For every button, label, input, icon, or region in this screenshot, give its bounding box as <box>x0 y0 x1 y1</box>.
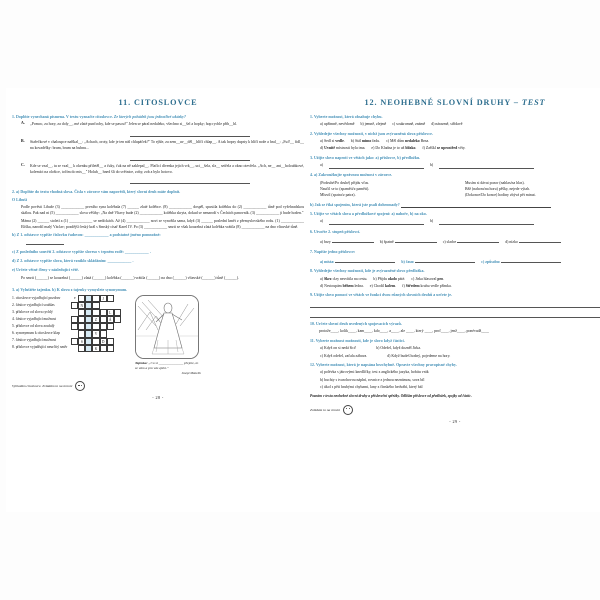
option-item[interactable]: b) jemně, zlejmě <box>360 122 387 127</box>
fill-line[interactable] <box>519 236 561 243</box>
right-exercise-sub-b: b) Jak se říká spojením, která jste psali dohromady? <box>310 202 600 208</box>
crossword-cell[interactable] <box>100 323 107 330</box>
answer-label-b: b) <box>430 163 434 167</box>
crossword-row <box>71 345 128 352</box>
left-ex1-item-b-letter: B. <box>21 138 25 143</box>
left-ex2-subtitle: O Libuši <box>12 197 27 202</box>
crossword-gap <box>114 330 121 337</box>
right-exercise-prompt: 12. Vyberte možnost, která je napsána bezchybně. Opravte všechny pravopisné chyby. <box>310 363 457 368</box>
left-ex1-answer-b[interactable] <box>130 153 250 161</box>
right-page-number: - 29 - <box>449 418 461 424</box>
left-ex1-item-c <box>21 163 304 175</box>
answer-line-b[interactable] <box>439 218 534 225</box>
answer-label-a: a) <box>320 163 323 167</box>
option-item[interactable]: f) Středem kruhu vedle přímka. <box>402 283 452 288</box>
answer-line[interactable] <box>310 300 600 308</box>
crossword-cell[interactable]: S <box>78 338 85 345</box>
fill-option-item[interactable]: a) brzy <box>320 236 374 245</box>
left-ex1-prompt-italic: Ze kterých pohádek jsou jednotlivé ukázky? <box>113 115 186 119</box>
crossword-cell[interactable]: V <box>92 330 99 337</box>
crossword-cell[interactable] <box>100 330 107 337</box>
crossword-cell[interactable] <box>71 316 78 323</box>
option-row <box>320 145 600 151</box>
tajenka-block <box>135 361 201 376</box>
left-ex1-item-a <box>21 121 304 127</box>
fill-line[interactable] <box>395 236 437 243</box>
right-exercise <box>310 338 600 359</box>
fill-option-item[interactable]: c) způsobu: <box>481 256 561 265</box>
crossword-cell[interactable]: Á <box>107 316 114 323</box>
fill-option-row <box>320 236 600 245</box>
right-exercise <box>310 362 600 390</box>
crossword-gap <box>71 345 78 352</box>
left-ex1-item-b <box>21 139 304 151</box>
word-list[interactable]: protože____, kolik____, kam____, kdo____, a____, ale ____, který ____, proč____, jenž____, ponévadž____ <box>319 329 489 334</box>
crossword-cell[interactable] <box>85 345 92 352</box>
option-item[interactable]: c) Když odešel, začala zábava. <box>320 353 368 358</box>
crossword-cell[interactable] <box>71 323 78 330</box>
crossword-cell[interactable] <box>107 323 114 330</box>
right-exercise-prompt: 1. Vyberte možnost, která obsahuje chybu. <box>310 115 383 119</box>
option-item[interactable]: b) Přijdu okolo páté. <box>373 276 406 281</box>
crossword-cell[interactable] <box>78 345 85 352</box>
crossword-cell[interactable] <box>85 330 92 337</box>
crossword-gap: e <box>73 295 76 300</box>
crossword-cell[interactable] <box>85 323 92 330</box>
fill-option-item[interactable]: b) špatně <box>380 236 437 245</box>
option-row <box>320 345 600 351</box>
fill-line[interactable] <box>332 236 374 243</box>
crossword-gap <box>114 295 121 302</box>
crossword-grid[interactable] <box>71 295 128 376</box>
right-exercise <box>310 155 600 169</box>
right-exercise <box>310 249 600 265</box>
crossword-cell[interactable] <box>85 295 92 302</box>
option-item[interactable]: a) Když on si nedá říct! <box>320 346 357 351</box>
right-exercise-prompt: 3. Užijte slovo naproti ve větách jako: a) příslovce, b) předložku. <box>310 155 421 160</box>
right-exercise-prompt: 4. a) Zakroužkujte správnou možnost v závorce. <box>310 173 393 178</box>
choice-item[interactable]: Běž (nahoru/na horu) pěšky, nejede výtah. <box>465 186 530 191</box>
crossword-cell[interactable] <box>85 309 92 316</box>
right-exercise <box>310 292 600 318</box>
choice-item[interactable]: Mluvil (spatra/z patra). <box>320 193 356 198</box>
right-page-title-test: TEST <box>521 98 546 107</box>
left-page-footnote-text: Vyhledám citoslovce. Zvládám to na úrovni <box>12 384 73 389</box>
option-item[interactable]: a) upřímně, nevědomě <box>320 122 355 127</box>
crossword-gap <box>121 323 128 330</box>
right-exercise <box>310 114 600 127</box>
right-page <box>304 88 600 512</box>
crossword-gap <box>100 302 107 309</box>
crossword-cell[interactable] <box>92 302 99 309</box>
option-line[interactable]: b) buchty s tvarohovou náplní, rovnice z jednou neznámou, sova bíl <box>320 377 425 382</box>
crossword-cell[interactable] <box>71 338 78 345</box>
fill-line[interactable] <box>415 256 475 263</box>
crossword-cell[interactable] <box>100 309 107 316</box>
choice-pair-row <box>320 192 600 198</box>
crossword-gap <box>71 330 78 337</box>
left-ex2-sub-d: d) Z 2. odstavce vypište slova, která vzniklo skládáním: ____________ . <box>12 259 134 264</box>
crossword-cell[interactable]: L <box>107 309 114 316</box>
answer-line-a[interactable] <box>329 218 424 225</box>
right-exercise-prompt: 8. Vyhledejte všechny možnosti, kde je zvýrazněné slovo předložka. <box>310 269 425 274</box>
left-ex1-item-b-text: Stařečkové v chaloupce naříkal__: „Achach, oroty, kde je ten náš chlupáček?" To ejhle, za zem__uv__děl__hlíčí chlap__. A tak hopsy dupsty k hlíčí nože a hral__: „Fuf!__ fidl__ na kovadélky: brum, brum na bubnu... <box>30 139 305 151</box>
tajenka-text: „Co si ______________ přejete, to se vám a pro vás zplní." <box>134 360 199 371</box>
smiley-face-icon[interactable] <box>75 381 85 391</box>
left-page-footnote <box>12 381 304 391</box>
left-ex2-sub-e-sentence: Po smrti (______) se kouzelná (______) zlatá (______) kolébka (______) vrátila (______) na dno (______) vltavské (______) tůně (______). <box>21 275 240 280</box>
right-exercise <box>310 172 600 207</box>
left-ex1-item-c-text: Kde se vzal__, tu se vzal__ k okenku přiletěl__ a ťuky, ťuk na ně zaklepal__. Plačící dívenka jejich vrk__, uci__šela, slz__ setřela a okno otevřela. „Ach, ne__ ani__holoubkové, kolemíci na ološtce, točím do mis__" Holub__ hned šli do světnice, zoby, zob a bylo hotovo. <box>30 163 304 174</box>
crossword-clue: 3. příslovce od slova rychlý <box>12 309 53 314</box>
fill-option-item[interactable]: c) sladce <box>443 236 500 245</box>
crossword-gap <box>107 302 114 309</box>
fill-option-item[interactable]: b) času: <box>401 256 475 265</box>
crossword-row <box>71 302 128 309</box>
option-item[interactable]: b) Odešel, když dozněl Jirka. <box>376 346 422 351</box>
option-row <box>320 283 600 289</box>
crossword-cell[interactable] <box>78 323 85 330</box>
left-ex2-paragraph-1: Podle pověsti Libuše (3) ____________ prvního syna kolébala (7) ______ zlaté kolébce. (8) ____________ dospěl, spustila kolébku do (2) ____________ tůně pod vyšehradskou skálou. Pak nad ni (5) ____________ slova věštby: „Na dně Vltavy bude (2) ____________ kolébka skryta, dokud se nenarodí v Čechách panovník. (3) ____________ ji bude hoden." <box>21 204 304 215</box>
crossword-row <box>71 338 128 345</box>
right-exercise <box>310 131 600 152</box>
crossword-cell[interactable] <box>107 338 114 345</box>
crossword-clue: 1. citoslovce vyjadřující pozdrav <box>12 295 61 300</box>
crossword-clue: 4. částice vyjadřující možnost <box>12 316 57 321</box>
fill-option-row <box>320 256 600 265</box>
option-row <box>320 121 600 127</box>
fill-line[interactable] <box>457 236 499 243</box>
right-exercise <box>310 229 600 245</box>
fill-line[interactable] <box>501 256 561 263</box>
left-ex2-sub-b: b) Z 1. odstavce vypište číslovku řadovou: ____________ a podstatné jméno pomnožné: <box>12 232 161 237</box>
option-item[interactable]: a) Sedl si vedle. <box>320 139 345 143</box>
crossword-cell[interactable] <box>85 338 92 345</box>
left-ex1-item-a-text: „Pomoc, za hory, za doly__, mé zlaté punčochy, kde se pasou?" Jelen se páral nedaleko, všechno si__šel a hopky; hop rychle přib__hl. <box>30 122 237 127</box>
option-row <box>320 276 600 282</box>
crossword-cell[interactable] <box>114 309 121 316</box>
crossword-gap <box>114 323 121 330</box>
right-exercise <box>310 211 600 225</box>
right-page-closing: Poznám v textu neohebné slovní druhy a přísloveční spřežky. Odliším příslovce od předložek, spojky od částic. <box>310 394 472 399</box>
choice-item[interactable]: (Dokonce/Do konce) hodiny zbývá pět minut. <box>465 193 536 198</box>
crossword-cell[interactable] <box>78 316 85 323</box>
option-line[interactable]: a) polévka s játrovými knedlíčky, test z anglického jazyka, hobitu vrák <box>320 370 429 375</box>
crossword-clue: 5. příslovce od slova zoufalý <box>12 324 55 329</box>
option-item[interactable]: f) Zašškl se uprostřed věty. <box>422 146 466 151</box>
crossword-cell[interactable] <box>114 316 121 323</box>
crossword-clue: 8. příslovce vyjadřující neurčitý směr <box>12 345 68 350</box>
crossword-gap <box>121 338 128 345</box>
crossword-gap <box>121 316 128 323</box>
left-page-title: 11. CITOSLOVCE <box>118 98 198 107</box>
option-row <box>320 138 600 144</box>
answer-line-a[interactable] <box>329 162 424 169</box>
answer-ab-row <box>320 162 600 169</box>
tajenka-label: Tajenka: <box>134 360 148 365</box>
option-item[interactable]: c) soukromně, známě <box>392 122 426 127</box>
fairytale-illustration <box>135 295 199 359</box>
crossword-cell[interactable] <box>78 330 85 337</box>
crossword-cell[interactable] <box>100 316 107 323</box>
fill-option-item[interactable]: a) místa: <box>320 256 395 265</box>
left-ex1-item-c-letter: C. <box>21 162 25 167</box>
crossword-gap <box>121 309 128 316</box>
choice-item[interactable]: Musím si dávat pozor (nahlas/na hlas). <box>465 180 525 185</box>
crossword-cell[interactable] <box>85 302 92 309</box>
option-row <box>320 353 600 359</box>
crossword-cell[interactable] <box>107 295 114 302</box>
answer-label-b: b) <box>430 219 434 224</box>
fill-line[interactable] <box>335 256 395 263</box>
right-exercise <box>310 321 600 334</box>
right-exercise-prompt: 10. Určete slovní druh uvedených spojovacích výrazů. <box>310 322 402 327</box>
crossword-gap <box>114 302 121 309</box>
crossword-clue: 6. synonymum k citoslovce klap <box>12 331 60 336</box>
right-page-title-num: 12. NEOHEBNÉ SLOVNÍ DRUHY – <box>364 98 522 107</box>
crossword-row <box>71 309 128 316</box>
choice-item[interactable]: (Podruhé/Po druhé) přijdu včas. <box>320 180 370 185</box>
crossword-gap <box>121 345 128 352</box>
option-item[interactable]: e) Do Kladna je to už blízko. <box>371 146 417 151</box>
answer-ab-row <box>320 218 600 225</box>
crossword-cell[interactable]: J <box>100 295 107 302</box>
crossword-gap <box>114 345 121 352</box>
left-ex2-sub-e: e) Určete větné členy v následující větě. <box>12 268 79 273</box>
option-item[interactable]: d) Když budeš hodný, pojedeme na hory. <box>387 353 451 358</box>
crossword-cell[interactable] <box>78 309 85 316</box>
crossword-cell[interactable]: Z <box>92 316 99 323</box>
crossword-gap <box>71 309 78 316</box>
tajenka-source: Josept Mánelin <box>181 371 201 376</box>
option-item[interactable]: b) Stál mimo řadu. <box>350 139 381 143</box>
crossword-gap <box>121 302 128 309</box>
crossword-cell[interactable]: D <box>100 338 107 345</box>
illustration-svg <box>136 296 198 358</box>
answer-line-b[interactable] <box>439 162 534 169</box>
answer-line[interactable] <box>310 310 600 318</box>
right-page-title <box>310 98 600 107</box>
option-item[interactable]: c) Jirka hlasoval pro. <box>411 276 445 281</box>
right-exercise-prompt: 9. Užijte slovo pomocí ve větách ve funkci dvou různých slovních druhů a určete je. <box>310 293 453 298</box>
right-exercise-prompt: 2. Vyhledejte všechny možnosti, v nichž jsou zvýrazněná slova příslovce. <box>310 131 433 136</box>
left-ex2-sub-b-line[interactable] <box>26 239 64 245</box>
right-page-footnote <box>310 405 600 415</box>
crossword-gap <box>121 330 128 337</box>
left-ex1-answer-a[interactable] <box>130 129 250 137</box>
left-ex1-prompt-text: 1. Doplňte vynechaná písmena. V textu vyznačte citoslovce. <box>12 115 113 119</box>
right-exercise-prompt: 7. Napište jedno příslovce: <box>310 249 356 254</box>
option-item[interactable]: d) Nestoupám během ledna. <box>320 283 364 288</box>
choice-item[interactable]: Naučil se to (zpaměti/z paměti). <box>320 186 370 191</box>
crossword-cell[interactable] <box>85 316 92 323</box>
crossword-section <box>12 295 304 376</box>
left-ex3-prompt: 3. a) Vyluštěte tajenku. b) K slovu z tajenky vymyslete synonymum. <box>12 287 128 292</box>
right-exercise <box>310 268 600 289</box>
crossword-gap <box>107 330 114 337</box>
option-item[interactable]: c) Měl dům nedaleko Brna. <box>386 139 430 143</box>
crossword-clue: 7. částice vyjadřující možnost <box>12 338 57 343</box>
left-ex2-prompt: 2. a) Doplňte do textu vhodná slova. Čísla v závorce vám napovědí, který slovní druh máte doplnit. <box>12 190 181 195</box>
crossword-gap <box>121 295 128 302</box>
crossword-cell[interactable] <box>71 302 78 309</box>
option-item[interactable]: a) Skrz clzy nesvítila na cestu. <box>320 276 368 281</box>
left-page-number: - 28 - <box>152 395 164 401</box>
crossword-row <box>71 330 128 337</box>
crossword-gap <box>114 338 121 345</box>
right-exercise-prompt: 6. Utvořte 2. stupeň příslovcí. <box>310 229 361 234</box>
left-ex1-prompt <box>12 114 304 120</box>
option-item[interactable]: d) nárazmě, střídavě <box>431 122 463 127</box>
crossword-cell[interactable] <box>92 295 99 302</box>
right-page-footnote-text: Zvládám to na úrovni <box>310 407 341 412</box>
crossword-clue-list <box>12 295 67 376</box>
crossword-cell[interactable] <box>100 345 107 352</box>
option-line[interactable]: c) úkol s pěti hrubými chybami, lany z čínského hedvábí, který bál <box>320 384 423 389</box>
fill-option-item[interactable]: d) nízko <box>505 236 561 245</box>
sub-b-answer-line[interactable] <box>401 206 551 208</box>
smiley-face-icon-right[interactable] <box>343 405 353 415</box>
crossword-row <box>71 323 128 330</box>
left-ex2-paragraph-2: Máma (2) ______ století a (1) ____________ se nedíckách. Až (4) ____________ novi se vynořila sama, když (3) ______ poslední kmět z přemyslovského rodu. (1) ____________ Eliška, narodil malý Václav; pozdější český král s římský císař Karel IV. Po (3) ____________ smrti se však kouzelná zlatá kolébka vrátila (8) ____________ na dno vltavské tůně. <box>21 218 304 229</box>
crossword-cell[interactable]: N <box>78 302 85 309</box>
left-page <box>6 88 310 512</box>
right-exercise-prompt: 5. Užijte ve větách slova a předložkové spojení: a) nahoře, b) na oko. <box>310 212 427 217</box>
crossword-clue: 2. částice vyjadřující souhlas <box>12 302 55 307</box>
crossword-row <box>71 316 128 323</box>
crossword-cell[interactable] <box>92 309 99 316</box>
left-ex2-sub-c: c) Z posledního souvětí 2. odstavce vypište sloveso v trpném rodě: ____________ . <box>12 249 151 254</box>
left-ex1-answer-c[interactable] <box>130 176 250 184</box>
answer-label-a: a) <box>320 219 323 224</box>
crossword-row <box>71 295 128 302</box>
crossword-cell[interactable] <box>78 295 85 302</box>
right-page-items <box>310 114 600 390</box>
option-item[interactable]: d) Uvnitř místnosti byla tma. <box>320 146 366 151</box>
crossword-cell[interactable]: K <box>92 345 99 352</box>
left-ex1-item-a-letter: A. <box>21 121 25 126</box>
crossword-cell[interactable] <box>107 345 114 352</box>
crossword-cell[interactable] <box>92 323 99 330</box>
crossword-cell[interactable] <box>92 338 99 345</box>
option-item[interactable]: e) Chodil kolem. <box>369 283 397 288</box>
right-exercise-prompt: 11. Vyberte možnost možnosti, kde je slovo když částicí. <box>310 339 405 344</box>
